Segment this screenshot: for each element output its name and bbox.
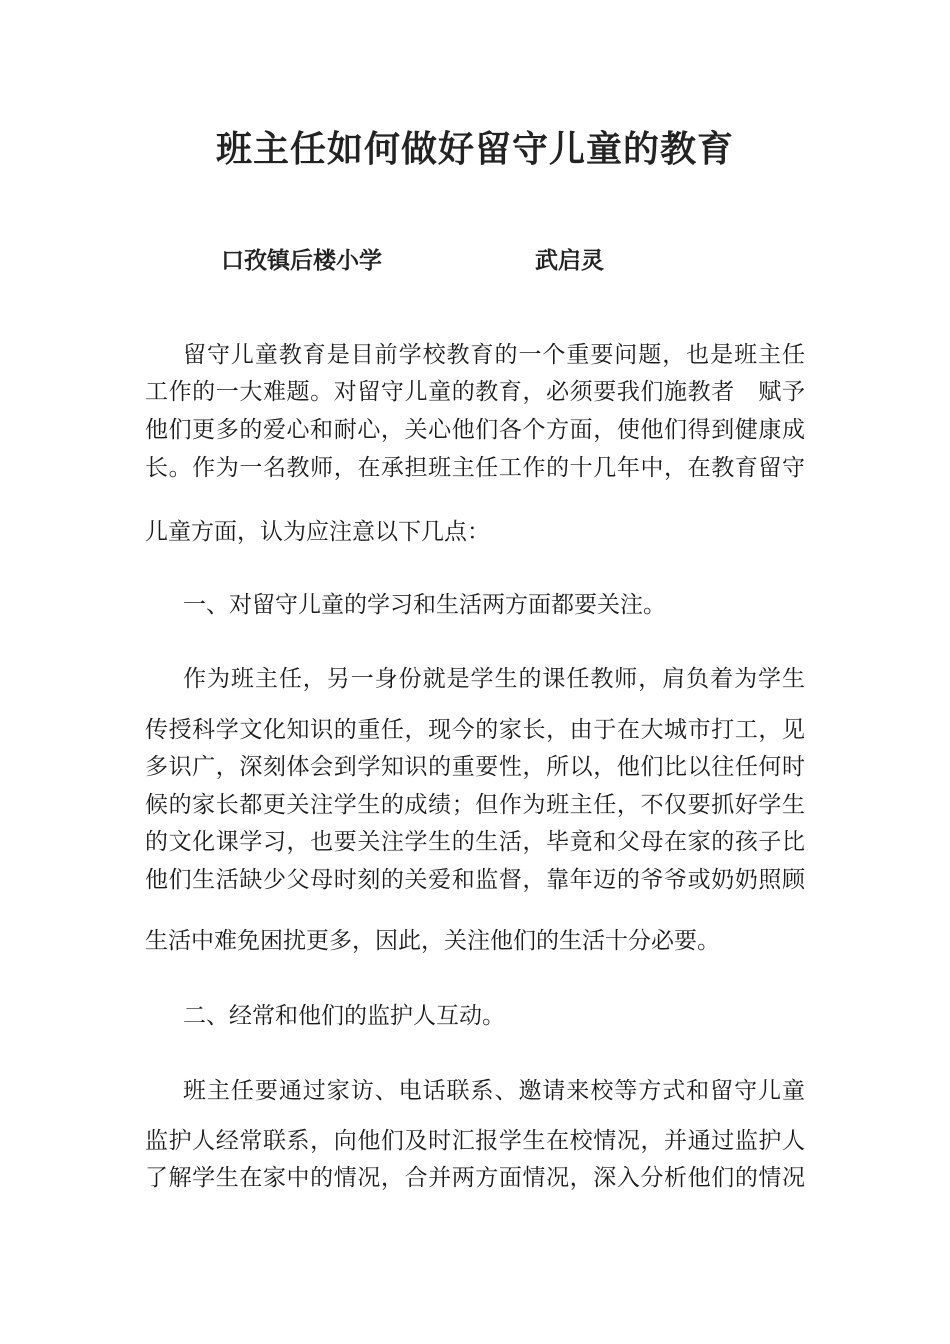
paragraph-line: 儿童方面，认为应注意以下几点：	[145, 519, 490, 545]
paragraph-line: 留守儿童教育是目前学校教育的一个重要问题，也是班主任	[183, 342, 805, 368]
paragraph-line: 监护人经常联系，向他们及时汇报学生在校情况，并通过监护人	[145, 1128, 805, 1154]
paragraph-line: 候的家长都更关注学生的成绩；但作为班主任，不仅要抓好学生	[145, 792, 805, 818]
paragraph-line: 传授科学文化知识的重任，现今的家长，由于在大城市打工，见	[145, 717, 805, 743]
school-name: 口孜镇后楼小学	[221, 248, 382, 274]
paragraph-line: 长。作为一名教师，在承担班主任工作的十几年中，在教育留守	[145, 455, 805, 481]
paragraph-line: 他们生活缺少父母时刻的关爱和监督，靠年迈的爷爷或奶奶照顾	[145, 867, 805, 893]
paragraph-line: 工作的一大难题。对留守儿童的教育，必须要我们施教者 赋予	[145, 379, 805, 405]
paragraph-line: 的文化课学习，也要关注学生的生活，毕竟和父母在家的孩子比	[145, 829, 805, 855]
section-heading-1: 一、对留守儿童的学习和生活两方面都要关注。	[183, 592, 666, 618]
section-heading-2: 二、经常和他们的监护人互动。	[183, 1003, 505, 1029]
author-name: 武启灵	[535, 248, 604, 274]
document-title: 班主任如何做好留守儿童的教育	[215, 129, 734, 170]
paragraph-line: 作为班主任，另一身份就是学生的课任教师，肩负着为学生	[183, 666, 805, 692]
paragraph-line: 他们更多的爱心和耐心，关心他们各个方面，使他们得到健康成	[145, 417, 805, 443]
paragraph-line: 生活中难免困扰更多，因此，关注他们的生活十分必要。	[145, 928, 720, 954]
paragraph-line: 班主任要通过家访、电话联系、邀请来校等方式和留守儿童	[183, 1078, 805, 1104]
paragraph-line: 了解学生在家中的情况，合并两方面情况，深入分析他们的情况	[145, 1165, 805, 1191]
paragraph-line: 多识广，深刻体会到学知识的重要性，所以，他们比以往任何时	[145, 754, 805, 780]
